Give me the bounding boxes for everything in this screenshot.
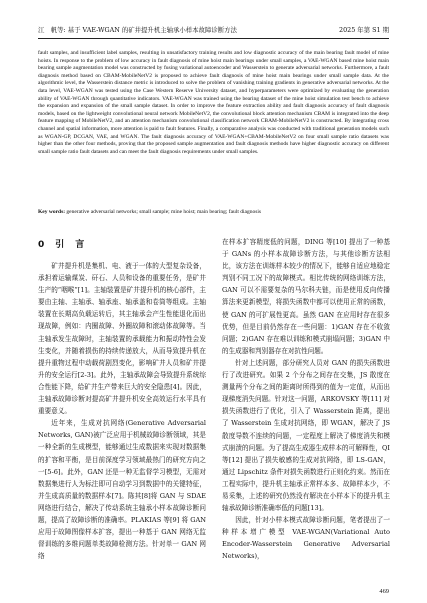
abstract-text: fault samples, and insufficient label samples, resulting in unsatisfactory training results and low diagnostic accuracy of the main bearing fault model of mine hoists. In response to the problem of low accuracy in fault diagnosis of mine hoist main bearings under small samples, a VAE-WGAN based mine hoist main bearing sample augmentation model was constructed by fusing variational autoencoder and Wasserstein to generate adversarial networks. Furthermore, a fault diagnosis method based on CBAM-MobileNetV2 is proposed to achieve fault diagnosis of mine hoist main bearings under small sample data. At the algorithmic level, the Wasserstein distance metric is introduced to solve the problem of vanishing training gradients in generative adversarial networks. At the data level, VAE-WGAN was tested using the Case Western Reserve University dataset, and hyperparameters were optimized by evaluating the generation ability of VAE-WGAN through quantitative indicators. VAE-WGAN was trained using the bearing dataset of the mine hoist simulation test bench to achieve the expansion and expansion of the small sample dataset. In order to improve the feature extraction ability and fault diagnosis accuracy of fault diagnosis models, based on the lightweight convolutional neural network MobileNetV2, the convolutional block attention mechanism CBAM is integrated into the deep feature mapping of MobileNetV2, and an attention mechanism convolutional classification network CBAM-MobileNetV2 is constructed. By integrating cross channel and spatial information, more attention is paid to fault features. Finally, a comparative analysis was conducted with traditional generation models such as WGAN-GP, DCGAN, VAE, and WGAN. The fault diagnosis accuracy of VAE-WGAN+CBAM-MobileNetV2 on four small sample ratio datasets was higher than the other four methods, proving that the proposed sample augmentation and fault diagnosis methods have higher diagnostic accuracy on different small sample ratio fault datasets and can meet the fault diagnosis requirements under small samples. <box>38 50 389 155</box>
paragraph: 针对上述问题，部分研究人员对 GAN 的损失函数进行了改进研究。如果 2 个分布之间存在交集，JS 散度在测量两个分布之间的距离时所得到的值为一定值，从而出现梯度消失问题。针对这一问题，ARKOVSKY 等[11] 对损失函数进行了优化，引入了 Wasserstein 距离，提出了 Wasserstein 生成对抗网络，即 WGAN，解决了 JS 散度导数不连续的问题，一定程度上解决了梯度消失和模式崩溃的问题。为了提高生成器生成样本的可解释性，QI 等[12] 提出了损失敏感的生成对抗网络，即 LS-GAN，通过 Lipschitz 条件对损失函数进行正则化约束。然而在工程实际中，提升机主轴承正常样本多、故障样本少，不易采集，上述的研究仍然没有解决在小样本下的提升机主轴承故障诊断准确率低的问题[13]。 <box>222 358 390 513</box>
english-abstract <box>38 50 389 156</box>
paragraph: 在样本扩容精度低的问题，DING 等[10] 提出了一种基于 GANs 的小样本故障诊断方法，与其他诊断方法相比，该方法在训练样本较少的情况下，能够自适应地稳定判别不同工况下的故障模式。相比传统的网络训练方法，GAN 可以不需要复杂的马尔科夫链，而是使用反向传播算法来更新模型，将损失函数中都可以使用正常的函数，使 GAN 的可扩展性更高。虽然 GAN 在应用时存在很多优势，但是目前仍然存在一些问题：1)GAN 存在不收敛问题；2)GAN 存在难以训练和模式崩塌问题；3)GAN 中的生成器和判别器存在对抗性问题。 <box>222 238 391 355</box>
paragraph: 因此，针对小样本模式故障诊断问题，笔者提出了一种样本增广模型 VAE-WGAN(Variational Auto Encoder-Wasserstein Generative Adversarial Networks)， <box>222 516 390 561</box>
page-number: 469 <box>379 588 389 595</box>
issue-label: 2025 年第 S1 期 <box>339 26 389 34</box>
left-column <box>38 238 206 562</box>
running-title: 江 帆等: 基于 VAE-WGAN 的矿井提升机主轴承小样本故障诊断方法 <box>38 26 237 34</box>
keywords-text: generative adversarial networks; small sample; mine hoist; main bearing; fault diagnosis <box>66 209 262 215</box>
section-title: 引 言 <box>55 240 86 250</box>
section-number: 0 <box>38 240 46 250</box>
running-header <box>38 24 389 39</box>
keywords-label: Key words: <box>38 209 66 215</box>
paragraph: 近年来，生成对抗网络(Generative Adversarial Networks, GAN)被广泛应用于机械故障诊断领域，其是一种全新的生成模型，能够通过生成数据来实现对数据集的扩容和平衡，是目前深度学习领域最热门的研究方向之一[5-6]。此外，GAN 还是一种无监督学习模型，无需对数据集进行人为标注即可自动学习到数据中的关键特征，并生成高质量的数据样本[7]。陈其[8]将 GAN 与 SDAE 网络进行结合，解决了传动系统主轴承小样本故障诊断问题，提高了故障诊断的准确率。PLAKIAS 等[9] 将 GAN 应用于故障图像样本扩容，提出一种基于 GAN 网络无监督训练的多维问题单类故障检测方法。针对单一 GAN 网络 <box>38 419 206 561</box>
section-heading <box>38 238 206 252</box>
paragraph: 矿井提升机是集机、电、液于一体的大型复杂设备，承担着运输煤炭、矸石、人员和设备的重要任务，是矿井生产的“咽喉”[1]。主轴装置是矿井提升机的核心部件，主要由主轴、主轴承、轴承座、轴承盖和卷筒等组成。主轴装置在长期高负载运转后，其主轴承会产生性能退化而出现故障，例如：内圈故障、外圈故障和滚动体故障等。当主轴承发生故障时，主轴装置的承载能力和振动特性会发生变化，并随着损伤的持续传递放大，从而导致提升机在提升重物过程中动载荷剧烈变化，影响矿井人员和矿井提升的安全运行[2-3]。此外，主轴承故障会导致提升系统综合性能下降，给矿井生产带来巨大的安全隐患[4]。因此，主轴承故障诊断对提高矿井提升机安全高效运行水平具有重要意义。 <box>38 262 206 416</box>
right-column <box>222 236 390 563</box>
keywords-line <box>38 209 389 217</box>
